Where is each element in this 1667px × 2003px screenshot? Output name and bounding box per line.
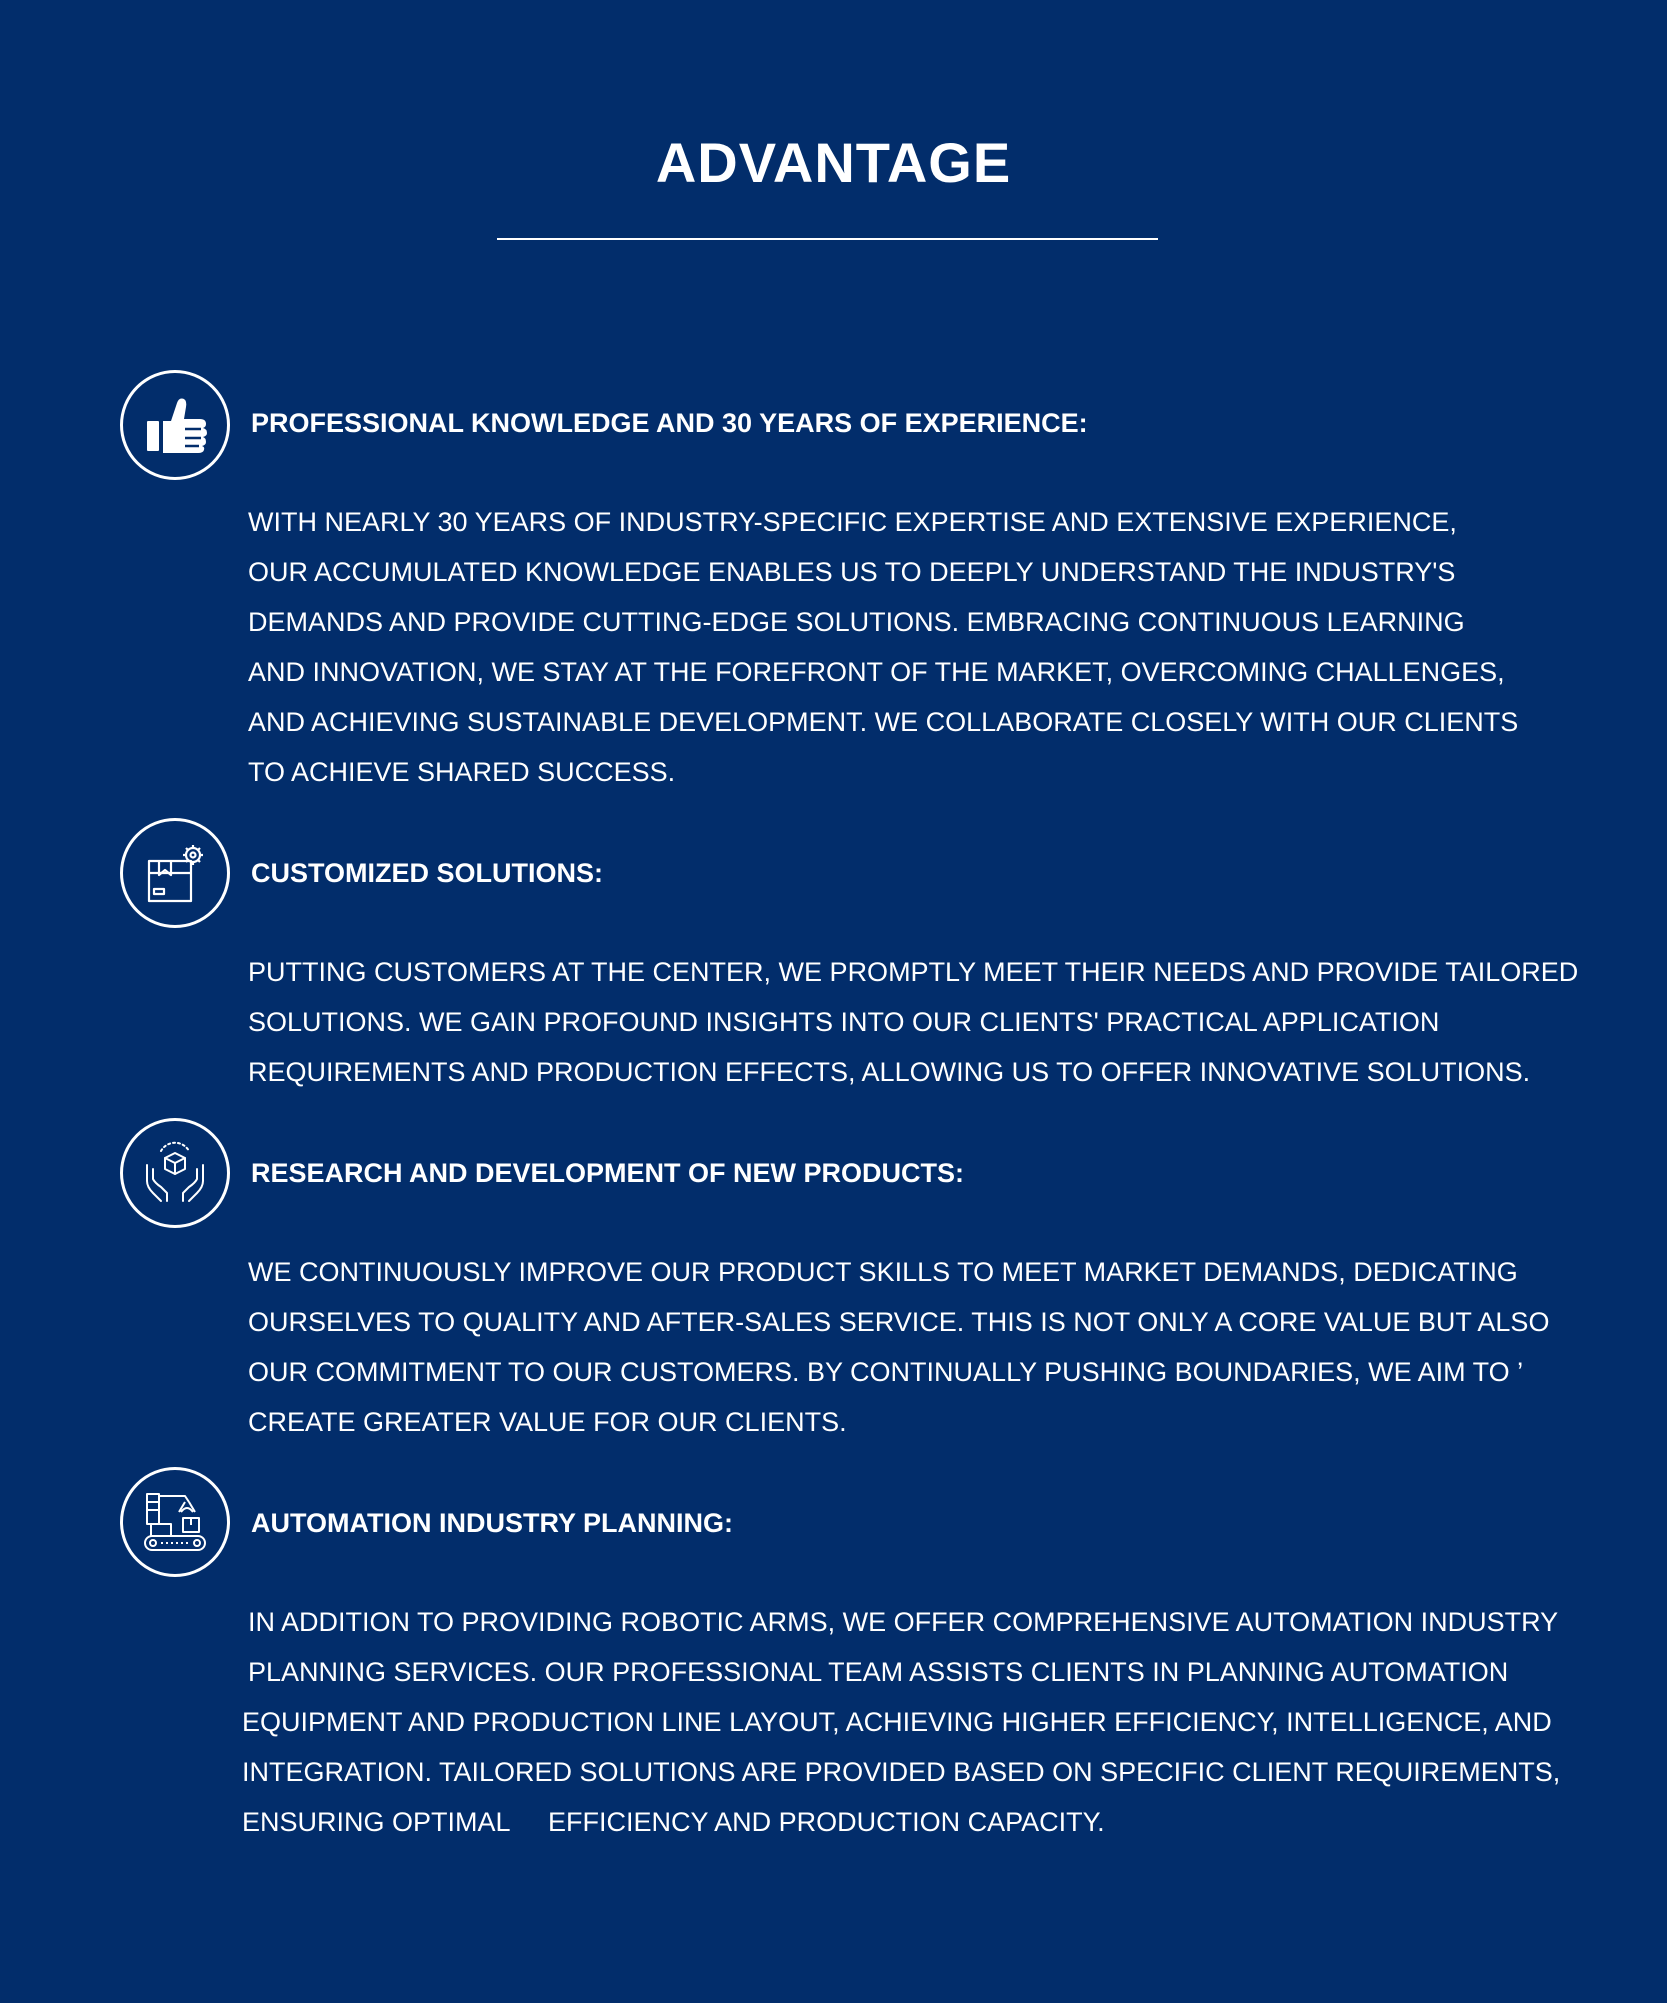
paragraph-line: AND INNOVATION, WE STAY AT THE FOREFRONT OF THE MARKET, OVERCOMING CHALLENGES, [248,657,1505,687]
section-body-customized [248,947,1578,1097]
hands-cube-icon [120,1118,230,1228]
paragraph-line: CREATE GREATER VALUE FOR OUR CLIENTS. [248,1407,847,1437]
paragraph-line: OUR ACCUMULATED KNOWLEDGE ENABLES US TO DEEPLY UNDERSTAND THE INDUSTRY'S [248,557,1456,587]
paragraph-line: DEMANDS AND PROVIDE CUTTING-EDGE SOLUTIONS. EMBRACING CONTINUOUS LEARNING [248,607,1465,637]
paragraph-line: ENSURING OPTIMAL EFFICIENCY AND PRODUCTION CAPACITY. [242,1807,1105,1837]
section-title-experience: PROFESSIONAL KNOWLEDGE AND 30 YEARS OF EXPERIENCE: [251,408,1088,438]
paragraph-line: OURSELVES TO QUALITY AND AFTER-SALES SERVICE. THIS IS NOT ONLY A CORE VALUE BUT ALSO [248,1307,1550,1337]
robotic-arm-conveyor-icon [120,1467,230,1577]
thumbs-up-icon [120,370,230,480]
section-title-automation: AUTOMATION INDUSTRY PLANNING: [251,1508,733,1538]
section-title-research: RESEARCH AND DEVELOPMENT OF NEW PRODUCTS: [251,1158,965,1188]
paragraph-line: EQUIPMENT AND PRODUCTION LINE LAYOUT, ACHIEVING HIGHER EFFICIENCY, INTELLIGENCE, AND [242,1707,1552,1737]
title-underline [497,238,1158,240]
section-body-automation [242,1597,1578,1847]
paragraph-line: WITH NEARLY 30 YEARS OF INDUSTRY-SPECIFIC EXPERTISE AND EXTENSIVE EXPERIENCE, [248,507,1457,537]
paragraph-line: TO ACHIEVE SHARED SUCCESS. [248,757,676,787]
paragraph-line: WE CONTINUOUSLY IMPROVE OUR PRODUCT SKILLS TO MEET MARKET DEMANDS, DEDICATING [248,1257,1518,1287]
paragraph-line: AND ACHIEVING SUSTAINABLE DEVELOPMENT. WE COLLABORATE CLOSELY WITH OUR CLIENTS [248,707,1519,737]
paragraph-line: OUR COMMITMENT TO OUR CUSTOMERS. BY CONTINUALLY PUSHING BOUNDARIES, WE AIM TO ’ [248,1357,1524,1387]
paragraph-line: PLANNING SERVICES. OUR PROFESSIONAL TEAM ASSISTS CLIENTS IN PLANNING AUTOMATION [248,1657,1509,1687]
page-title: ADVANTAGE [655,131,1012,194]
paragraph-line: INTEGRATION. TAILORED SOLUTIONS ARE PROVIDED BASED ON SPECIFIC CLIENT REQUIREMENTS, [242,1757,1561,1787]
box-gear-icon [120,818,230,928]
paragraph-line: SOLUTIONS. WE GAIN PROFOUND INSIGHTS INTO OUR CLIENTS' PRACTICAL APPLICATION [248,1007,1440,1037]
section-body-research [248,1247,1578,1447]
paragraph-line: PUTTING CUSTOMERS AT THE CENTER, WE PROMPTLY MEET THEIR NEEDS AND PROVIDE TAILORED [248,957,1579,987]
paragraph-line: REQUIREMENTS AND PRODUCTION EFFECTS, ALLOWING US TO OFFER INNOVATIVE SOLUTIONS. [248,1057,1531,1087]
paragraph-line: IN ADDITION TO PROVIDING ROBOTIC ARMS, WE OFFER COMPREHENSIVE AUTOMATION INDUSTRY [248,1607,1559,1637]
section-title-customized: CUSTOMIZED SOLUTIONS: [251,858,604,888]
section-body-experience [248,497,1578,797]
